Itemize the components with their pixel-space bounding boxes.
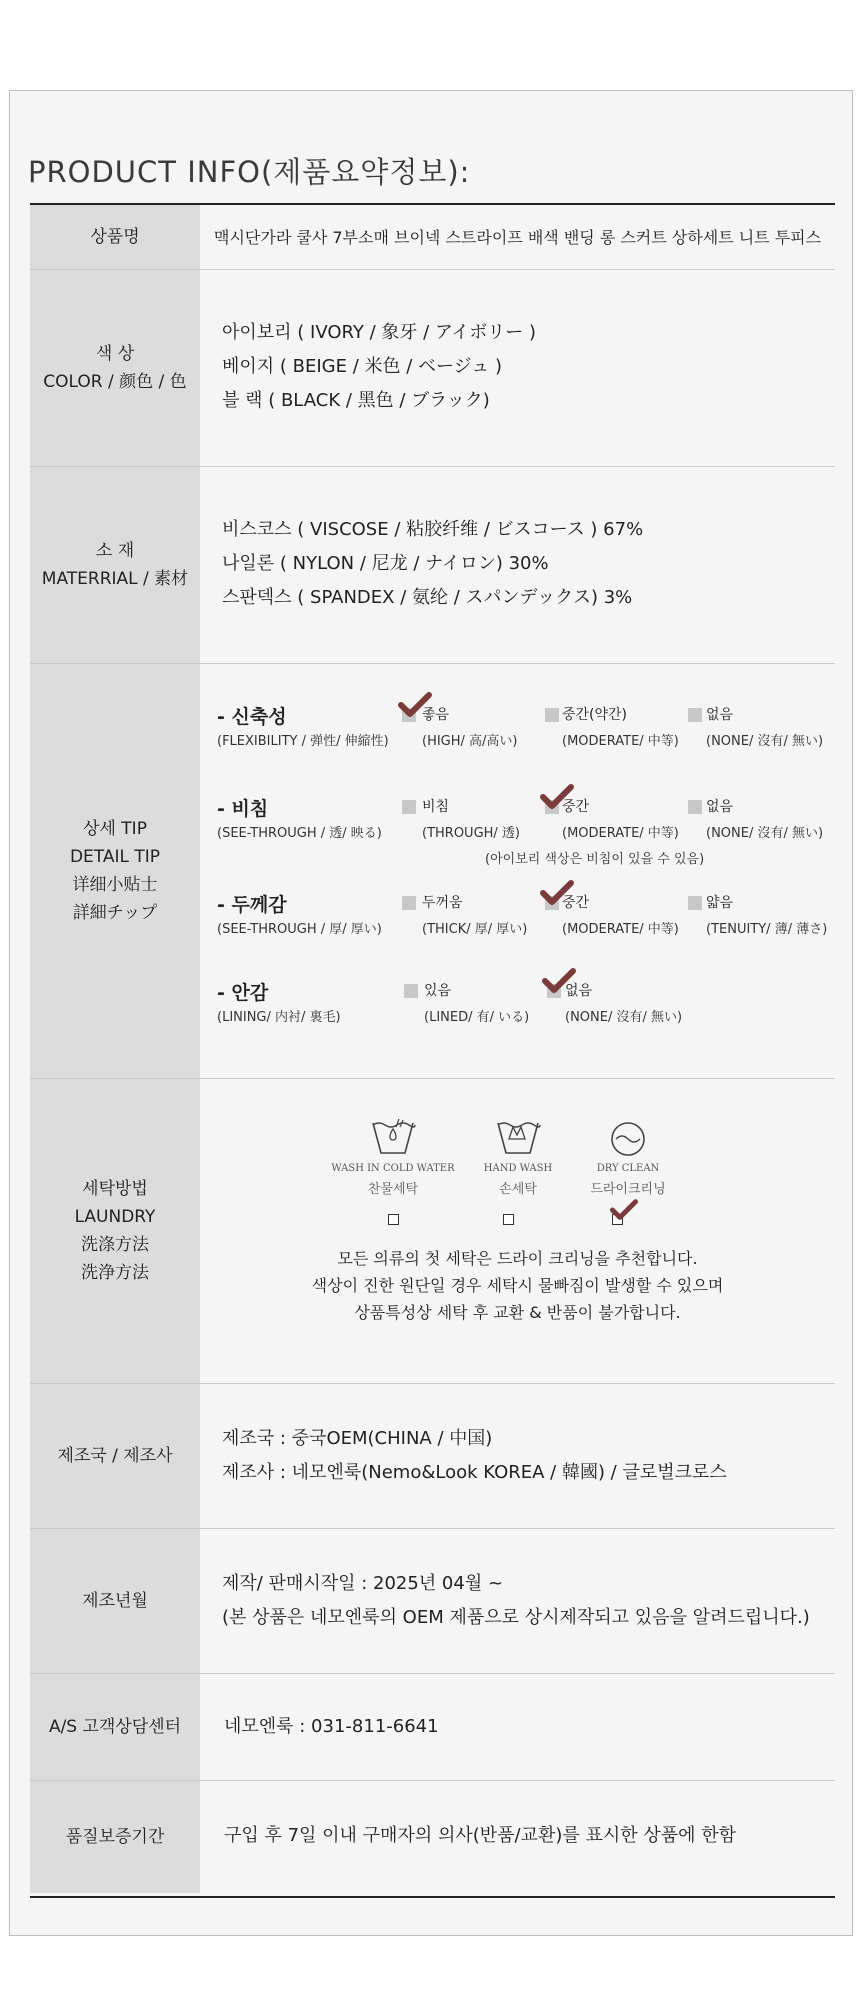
laundry-dry-en: DRY CLEAN (596, 1163, 660, 1174)
laundry-notes (200, 1245, 835, 1326)
row-warranty (30, 1781, 835, 1893)
table-bottom-rule (30, 1896, 835, 1898)
laundry-option-hand (468, 1117, 568, 1197)
warranty-label: 품질보증기간 (30, 1781, 200, 1893)
thickness-opt1-checkbox[interactable] (402, 896, 416, 910)
laundry-note: 모든 의류의 첫 세탁은 드라이 크리닝을 추천합니다. (337, 1249, 698, 1268)
color-label (30, 270, 200, 466)
material-list (222, 513, 643, 615)
row-maker (30, 1384, 835, 1529)
stretch-opt1-sub: (HIGH/ 高/高い) (422, 734, 518, 749)
laundry-hand-checkbox[interactable] (503, 1214, 514, 1225)
detail-tip-label (30, 664, 200, 1078)
stretch-opt1: 좋음 (422, 707, 450, 723)
material-label (30, 467, 200, 663)
stretch-label: - 신축성 (217, 706, 287, 728)
stretch-opt2-sub: (MODERATE/ 中等) (562, 734, 679, 749)
laundry-note: 상품특성상 세탁 후 교환 & 반품이 불가합니다. (354, 1303, 681, 1322)
date-label: 제조년월 (30, 1529, 200, 1673)
stretch-opt3-checkbox[interactable] (688, 708, 702, 722)
row-detail-tip (30, 664, 835, 1079)
laundry-cold-ko: 찬물세탁 (367, 1182, 419, 1197)
product-name-value: 맥시단가라 쿨사 7부소매 브이넥 스트라이프 배색 밴딩 롱 스커트 상하세트 니트 투피스 (214, 228, 822, 247)
detail-label-ko: 상세 TIP (83, 819, 147, 839)
thickness-sub: (SEE-THROUGH / 厚/ 厚い) (217, 922, 382, 937)
laundry-note: 색상이 진한 원단일 경우 세탁시 물빠짐이 발생할 수 있으며 (311, 1276, 724, 1295)
lining-label: - 안감 (217, 982, 269, 1004)
laundry-cold-checkbox[interactable] (388, 1214, 399, 1225)
check-mark-icon (610, 1199, 638, 1221)
maker-company: 제조사 : 네모엔룩(Nemo&Look KOREA / 韓國) / 글로벌크로스 (222, 1462, 727, 1483)
laundry-hand-en: HAND WASH (483, 1163, 553, 1174)
date-info (222, 1567, 810, 1635)
color-item: 아이보리 ( IVORY / 象牙 / アイボリー ) (222, 322, 536, 343)
seethrough-opt1-sub: (THROUGH/ 透) (422, 826, 521, 841)
thickness-label: - 두께감 (217, 894, 287, 916)
laundry-label (30, 1079, 200, 1383)
seethrough-opt3-sub: (NONE/ 沒有/ 無い) (706, 826, 824, 841)
detail-label-en: DETAIL TIP (69, 847, 161, 867)
row-product-name (30, 205, 835, 270)
color-label-multi: COLOR / 颜色 / 色 (43, 372, 187, 392)
laundry-label-ko: 세탁방법 (82, 1179, 148, 1199)
row-manufacture-date (30, 1529, 835, 1674)
as-label: A/S 고객상담센터 (30, 1674, 200, 1780)
stretch-sub: (FLEXIBILITY / 弹性/ 伸縮性) (217, 734, 389, 749)
date-start: 제작/ 판매시작일 : 2025년 04월 ~ (222, 1573, 504, 1594)
laundry-cold-en: WASH IN COLD WATER (331, 1163, 455, 1174)
lining-sub: (LINING/ 内衬/ 裏毛) (217, 1010, 341, 1025)
material-label-multi: MATERRIAL / 素材 (41, 569, 189, 589)
thickness-opt3-checkbox[interactable] (688, 896, 702, 910)
thickness-opt3-sub: (TENUITY/ 薄/ 薄さ) (706, 922, 828, 937)
page-title: PRODUCT INFO(제품요약정보): (28, 155, 471, 189)
dry-clean-icon (605, 1117, 651, 1157)
color-list (222, 316, 536, 418)
seethrough-note: (아이보리 색상은 비침이 있을 수 있음) (485, 852, 705, 867)
hand-wash-icon (495, 1117, 541, 1157)
row-as-center (30, 1674, 835, 1781)
material-label-ko: 소 재 (95, 541, 135, 561)
thickness-opt1: 두꺼움 (422, 895, 463, 911)
maker-info (222, 1422, 727, 1490)
stretch-opt3-sub: (NONE/ 沒有/ 無い) (706, 734, 824, 749)
seethrough-opt1-checkbox[interactable] (402, 800, 416, 814)
lining-opt2: 없음 (565, 983, 593, 999)
seethrough-opt3: 없음 (706, 799, 734, 815)
seethrough-opt2-sub: (MODERATE/ 中等) (562, 826, 679, 841)
laundry-label-en: LAUNDRY (74, 1207, 156, 1227)
check-mark-icon (542, 968, 576, 994)
material-item: 비스코스 ( VISCOSE / 粘胶纤维 / ビスコース ) 67% (222, 519, 644, 540)
maker-country: 제조국 : 중국OEM(CHINA / 中国) (222, 1428, 493, 1449)
detail-label-ja: 詳細チップ (72, 903, 158, 923)
row-color (30, 270, 835, 467)
stretch-opt2-checkbox[interactable] (545, 708, 559, 722)
laundry-dry-ko: 드라이크리닝 (590, 1182, 666, 1197)
color-label-ko: 색 상 (95, 344, 135, 364)
stretch-opt2: 중간(약간) (562, 707, 628, 723)
seethrough-sub: (SEE-THROUGH / 透/ 映る) (217, 826, 382, 841)
cold-wash-icon (370, 1117, 416, 1157)
lining-opt1: 있음 (424, 983, 452, 999)
check-mark-icon (540, 880, 574, 906)
warranty-value: 구입 후 7일 이내 구매자의 의사(반품/교환)를 표시한 상품에 한함 (224, 1825, 737, 1846)
check-mark-icon (398, 692, 432, 718)
row-laundry (30, 1079, 835, 1384)
check-mark-icon (540, 784, 574, 810)
seethrough-label: - 비침 (217, 798, 269, 820)
seethrough-opt3-checkbox[interactable] (688, 800, 702, 814)
color-item: 블 랙 ( BLACK / 黑色 / ブラック) (222, 390, 490, 411)
material-item: 스판덱스 ( SPANDEX / 氨纶 / スパンデックス) 3% (222, 587, 633, 608)
stretch-opt3: 없음 (706, 707, 734, 723)
thickness-opt2-sub: (MODERATE/ 中等) (562, 922, 679, 937)
laundry-label-zh: 洗涤方法 (81, 1235, 149, 1255)
seethrough-opt1: 비침 (422, 799, 450, 815)
maker-label: 제조국 / 제조사 (30, 1384, 200, 1528)
lining-opt1-sub: (LINED/ 有/ いる) (424, 1010, 530, 1025)
detail-label-zh: 详细小贴士 (72, 875, 158, 895)
color-item: 베이지 ( BEIGE / 米色 / ベージュ ) (222, 356, 503, 377)
thickness-opt1-sub: (THICK/ 厚/ 厚い) (422, 922, 528, 937)
thickness-opt3: 얇음 (706, 895, 734, 911)
as-contact: 네모엔룩 : 031-811-6641 (224, 1716, 439, 1737)
laundry-label-ja: 洗浄方法 (81, 1263, 149, 1283)
lining-opt2-sub: (NONE/ 沒有/ 無い) (565, 1010, 683, 1025)
date-note: (본 상품은 네모엔룩의 OEM 제품으로 상시제작되고 있음을 알려드립니다.) (222, 1607, 810, 1628)
laundry-hand-ko: 손세탁 (499, 1182, 537, 1197)
thickness-opt2: 중간 (562, 895, 590, 911)
laundry-option-dry (578, 1117, 678, 1197)
laundry-option-cold (328, 1117, 458, 1197)
seethrough-opt2: 중간 (562, 799, 590, 815)
lining-opt1-checkbox[interactable] (404, 984, 418, 998)
row-material (30, 467, 835, 664)
material-item: 나일론 ( NYLON / 尼龙 / ナイロン) 30% (222, 553, 549, 574)
product-name-label: 상품명 (30, 205, 200, 269)
